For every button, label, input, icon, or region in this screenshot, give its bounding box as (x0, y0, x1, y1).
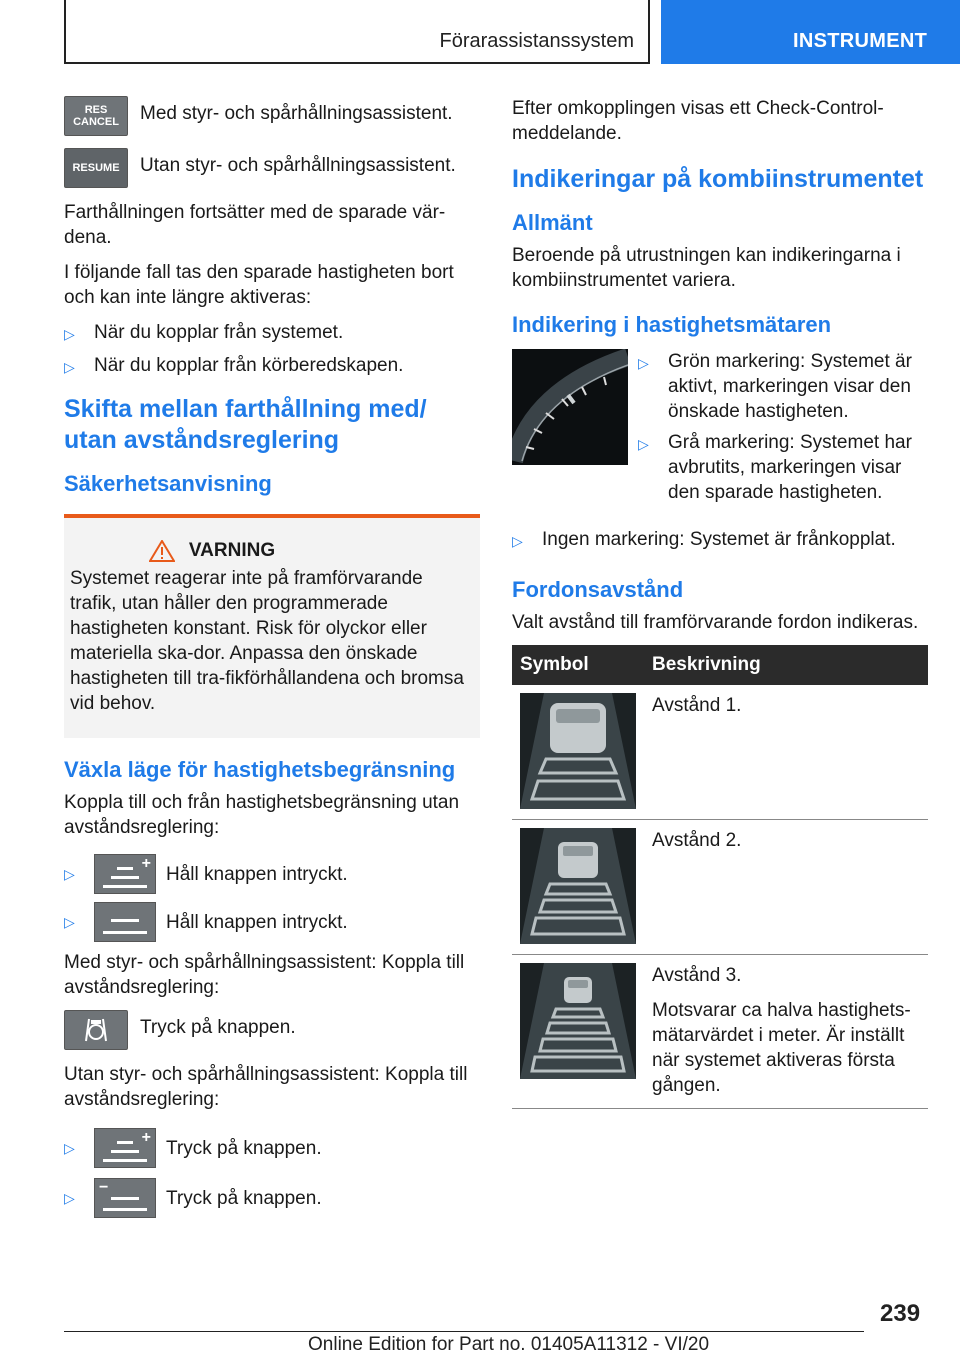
triangle-bullet-icon: ▷ (512, 533, 523, 549)
column-header: Beskrivning (644, 645, 928, 685)
paragraph: Efter omkopplingen visas ett Check-Control-meddelande. (512, 98, 884, 144)
triangle-bullet-icon: ▷ (64, 865, 75, 882)
list-item: ▷ När du kopplar från systemet. (64, 320, 480, 347)
triangle-bullet-icon: ▷ (64, 326, 75, 342)
footer-divider (64, 1331, 864, 1332)
page-number: 239 (880, 1300, 921, 1327)
triangle-bullet-icon: ▷ (638, 355, 649, 371)
paragraph: I följande fall tas den sparade hastigheten bort och kan inte längre aktiveras: (64, 262, 454, 308)
subsection-heading: Fordonsavstånd (512, 577, 684, 602)
warning-triangle-icon (149, 540, 175, 562)
subsection-heading: Växla läge för hastighetsbegränsning (64, 757, 456, 782)
distance-minus-button-icon: − (94, 1178, 156, 1218)
table-cell: Avstånd 3. Motsvarar ca halva hastighets-mätarvärdet i meter. Är inställt när systemet aktiveras första gången. (644, 955, 928, 1109)
table-cell (512, 820, 644, 955)
subsection-heading: Indikering i hastighetsmätaren (512, 312, 832, 337)
instruction-text: Håll knappen intryckt. (166, 863, 348, 885)
bullet-list (512, 527, 928, 554)
list-item: ▷ Grön markering: Systemet är aktivt, markeringen visar den önskade hastigheten. (638, 351, 912, 422)
list-item (64, 1128, 480, 1168)
instruction-text: Håll knappen intryckt. (166, 911, 348, 933)
table-row (512, 820, 928, 955)
assist-button-row (64, 1010, 480, 1050)
paragraph: Beroende på utrustningen kan indikeringarna i kombiinstrumentet variera. (512, 245, 901, 291)
bullet-list (638, 349, 928, 511)
list-item (64, 902, 480, 942)
column-header: Symbol (512, 645, 644, 685)
header-chapter-tab (661, 0, 960, 64)
distance-minus-button-icon (94, 902, 156, 942)
res-cancel-text: Med styr- och spårhållningsassistent. (140, 103, 453, 124)
list-item: ▷ Grå markering: Systemet har avbrutits, markeringen visar den sparade hastigheten. (638, 432, 912, 503)
paragraph: Koppla till och från hastighetsbegränsning utan avståndsreglering: (64, 792, 460, 838)
left-column (64, 96, 480, 1226)
table-cell: Avstånd 1. (644, 685, 928, 820)
list-item (64, 1178, 480, 1218)
list-item: ▷ När du kopplar från körberedskapen. (64, 353, 480, 380)
distance-plus-button-icon: + (94, 1128, 156, 1168)
list-item (64, 854, 480, 894)
table-cell (512, 685, 644, 820)
triangle-bullet-icon: ▷ (64, 1189, 75, 1206)
header-section-title: Förarassistanssystem (439, 30, 634, 52)
triangle-bullet-icon: ▷ (64, 1139, 75, 1156)
table-cell (512, 955, 644, 1109)
subsection-heading: Säkerhetsanvisning (64, 471, 272, 496)
warning-title: VARNING (70, 540, 354, 562)
resume-button-icon: RESUME (64, 148, 128, 188)
paragraph: Valt avstånd till framförvarande fordon indikeras. (512, 612, 919, 633)
res-cancel-row (64, 96, 480, 136)
subsection-heading: Allmänt (512, 210, 593, 235)
list-item: ▷ Ingen markering: Systemet är frånkopplat. (512, 527, 928, 554)
paragraph: Utan styr- och spårhållningsassistent: Koppla till avståndsreglering: (64, 1064, 468, 1110)
speedometer-image (512, 349, 628, 465)
distance-table (512, 645, 928, 1109)
instruction-text: Tryck på knappen. (166, 1137, 322, 1159)
table-cell: Avstånd 2. (644, 820, 928, 955)
triangle-bullet-icon: ▷ (64, 359, 75, 375)
distance-2-image (520, 828, 636, 944)
distance-plus-button-icon: + (94, 854, 156, 894)
footer-edition: Online Edition for Part no. 01405A11312 - VI/20 (308, 1334, 710, 1355)
header-chapter-title: INSTRUMENT (793, 30, 928, 52)
resume-text: Utan styr- och spårhållningsassistent. (140, 155, 456, 176)
paragraph: Med styr- och spårhållningsassistent: Koppla till avståndsreglering: (64, 952, 465, 998)
instruction-text: Tryck på knappen. (166, 1187, 322, 1209)
section-heading: Skifta mellan farthållning med/ utan avståndsreglering (64, 395, 427, 454)
distance-3-image (520, 963, 636, 1079)
section-heading: Indikeringar på kombiinstrumentet (512, 165, 924, 193)
bullet-list (64, 320, 480, 380)
triangle-bullet-icon: ▷ (64, 913, 75, 930)
table-row (512, 685, 928, 820)
right-column (512, 96, 928, 1109)
header-section-tab (64, 0, 650, 64)
table-row (512, 955, 928, 1109)
table-header-row (512, 645, 928, 685)
warning-body: Systemet reagerar inte på framförvarande trafik, utan håller den programmerade hastigheten konstant. Risk för olyckor eller materiella ska-dor. Anpassa den önskade hastigheten till tra-fikförhållandena och bromsa vid behov. (70, 568, 464, 714)
resume-row (64, 148, 480, 188)
steering-assist-button-icon (64, 1010, 128, 1050)
warning-box (64, 514, 480, 738)
speedometer-block (512, 349, 928, 519)
res-cancel-button-icon: RES CANCEL (64, 96, 128, 136)
triangle-bullet-icon: ▷ (638, 436, 649, 452)
instruction-text: Tryck på knappen. (140, 1017, 296, 1038)
distance-1-image (520, 693, 636, 809)
paragraph: Farthållningen fortsätter med de sparade vär-dena. (64, 202, 446, 248)
